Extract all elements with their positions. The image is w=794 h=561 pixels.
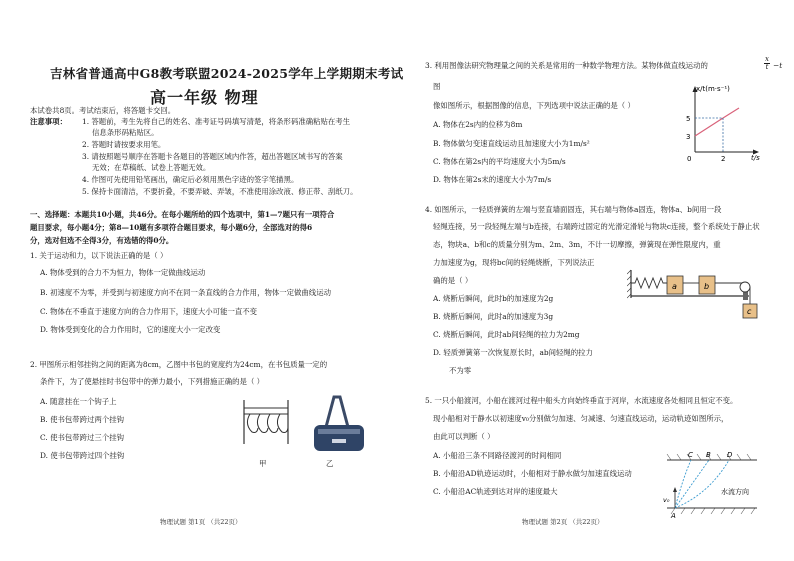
right-page [397,0,794,561]
q1-option-c: C. 物体在不垂直于速度方向的合力作用下，速度大小可能一直不变 [40,307,258,316]
point-b-label: B [706,451,711,459]
q5-stem-2: 现小船相对于静水以初速度v₀分别做匀加速、匀减速、匀速直线运动，运动轨迹如图所示， [433,414,729,423]
q4-option-b: B. 烧断后瞬间，此时a的加速度为3g [433,312,554,321]
notice-4: 4. 作图可先使用铅笔画出，确定后必须用黑色字迹的签字笔描黑。 [82,175,299,184]
q3-stem-3: 像如图所示，根据图像的信息，下列选项中说法正确的是（ ） [433,101,635,110]
figure-label-yi: 乙 [326,459,334,468]
school-bag-figure [308,393,370,457]
graph-x-label: t/s [751,154,760,162]
q3-frac-den: t [765,63,769,71]
q5-option-a: A. 小船沿三条不同路径渡河的时间相同 [433,451,562,460]
point-d-label: D [727,451,733,459]
intro-text: 本试卷共8页。考试结束后，将答题卡交回。 [30,106,176,115]
xt-t-graph [675,82,765,164]
q3-fraction [764,56,770,71]
point-a-label: A [671,512,676,520]
notice-1: 1. 答题前，考生先将自己的姓名、准考证号码填写清楚，将条形码准确粘贴在考生 [82,117,351,126]
q5-stem-3: 由此可以判断（ ） [433,432,495,441]
notice-3: 3. 请按照题号顺序在答题卡各题目的答题区域内作答，超出答题区域书写的答案 [82,152,343,161]
section-heading-2: 题目要求，每小题4分；第8—10题有多项符合题目要求，每小题6分，全部选对的得6 [30,223,313,232]
hook-rack-figure [236,398,296,458]
q4-option-d: D. 轻质弹簧第一次恢复原长时，ab间轻绳的拉力 [433,348,593,357]
river-crossing-figure [661,448,761,520]
q2-stem-1: 2. 甲图所示相邻挂钩之间的距离为8cm，乙图中书包的宽度约为24cm，在书包质量一定的 [30,360,328,369]
section-heading-3: 分，选对但选不全得3分，有选错的得0分。 [30,236,174,245]
q1-option-d: D. 物体受到变化的合力作用时，它的速度大小一定改变 [40,325,221,334]
notice-3-cont: 无效；在草稿纸、试卷上答题无效。 [92,163,211,172]
left-footer: 物理试题 第1页 （共22页） [160,518,242,526]
graph-y-tick-3: 3 [686,133,691,141]
graph-x-tick-2: 2 [721,155,726,163]
q4-option-a: A. 烧断后瞬间，此时b的加速度为2g [433,294,554,303]
q3-option-b: B. 物体做匀变速直线运动且加速度大小为1m/s² [433,139,590,148]
q4-stem-4: 力加速度为g，现将bc间的轻绳烧断，下列说法正 [433,258,595,267]
q4-stem-1: 4. 如图所示，一轻质弹簧的左端与竖直墙面固连，其右端与物体a固连，物体a、b间用一段 [425,205,722,214]
figure-label-jia: 甲 [259,459,267,468]
graph-y-tick-5: 5 [686,115,691,123]
q3-frac-num: x [765,55,769,63]
q3-stem-2: 图 [433,82,441,91]
q3-frac-tail: −t [773,61,783,70]
flow-direction-label: 水流方向 [721,488,749,496]
q2-option-c: C. 使书包带跨过三个挂钩 [40,433,124,442]
spring-block-figure [627,266,761,326]
q1-option-a: A. 物体受到的合力不为恒力，物体一定做曲线运动 [40,268,206,277]
q4-option-d-cont: 不为零 [449,366,472,375]
block-b-label: b [704,282,710,291]
q5-stem-1: 5. 一只小船渡河，小船在渡河过程中船头方向始终垂直于河岸，水流速度各处相同且恒定不变。 [425,396,738,405]
q1-stem: 1. 关于运动和力，以下说法正确的是（ ） [30,251,168,260]
graph-x-tick-0: 0 [687,155,692,163]
notice-label: 注意事项： [30,117,67,126]
notice-1-cont: 信息条形码粘贴区。 [92,128,159,137]
q4-stem-5: 确的是（ ） [433,276,473,285]
q2-option-b: B. 使书包带跨过两个挂钩 [40,415,125,424]
v0-label: v₀ [663,496,670,504]
graph-y-label: x/t(m·s⁻¹) [696,85,730,93]
q3-option-d: D. 物体在第2s末的速度大小为7m/s [433,175,552,184]
q3-option-a: A. 物体在2s内的位移为8m [433,120,523,129]
q2-stem-2: 条件下，为了使悬挂时书包带中的弹力最小，下列措施正确的是（ ） [40,377,265,386]
block-c-label: c [747,307,752,316]
point-c-label: C [688,451,693,459]
notice-5: 5. 保持卡面清洁，不要折叠，不要弄破、弄皱，不准使用涂改液、修正带、刮纸刀。 [82,187,358,196]
q4-stem-2: 轻绳连接，另一段轻绳左端与b连接，右端跨过固定的光滑定滑轮与物块c连接，整个系统处于静止状 [433,222,760,231]
block-a-label: a [672,282,677,291]
q2-option-d: D. 使书包带跨过四个挂钩 [40,451,125,460]
exam-title: 吉林省普通高中G8教考联盟2024-2025学年上学期期末考试 [50,66,404,81]
right-footer: 物理试题 第2页 （共22页） [522,518,604,526]
q5-option-c: C. 小船沿AC轨迹到达对岸的速度最大 [433,487,558,496]
section-heading-1: 一、选择题：本题共10小题，共46分。在每小题所给的四个选项中，第1—7题只有一项符合 [30,210,335,219]
notice-2: 2. 答题时请按要求用笔。 [82,140,166,149]
q3-stem-1: 3. 利用图像法研究物理量之间的关系是常用的一种数学物理方法。某物体做直线运动的 [425,61,708,70]
q4-stem-3: 态，物块a、b和c的质量分别为m、2m、3m，不计一切摩擦，弹簧现在弹性限度内，重 [433,240,721,249]
q2-option-a: A. 随意挂在一个钩子上 [40,397,117,406]
q5-option-b: B. 小船沿AD轨迹运动时，小船相对于静水做匀加速直线运动 [433,469,632,478]
exam-subtitle: 高一年级 物理 [150,88,259,107]
q3-option-c: C. 物体在第2s内的平均速度大小为5m/s [433,157,566,166]
q1-option-b: B. 初速度不为零，并受到与初速度方向不在同一条直线的合力作用，物体一定做曲线运动 [40,288,331,297]
q4-option-c: C. 烧断后瞬间，此时ab间轻绳的拉力为2mg [433,330,580,339]
